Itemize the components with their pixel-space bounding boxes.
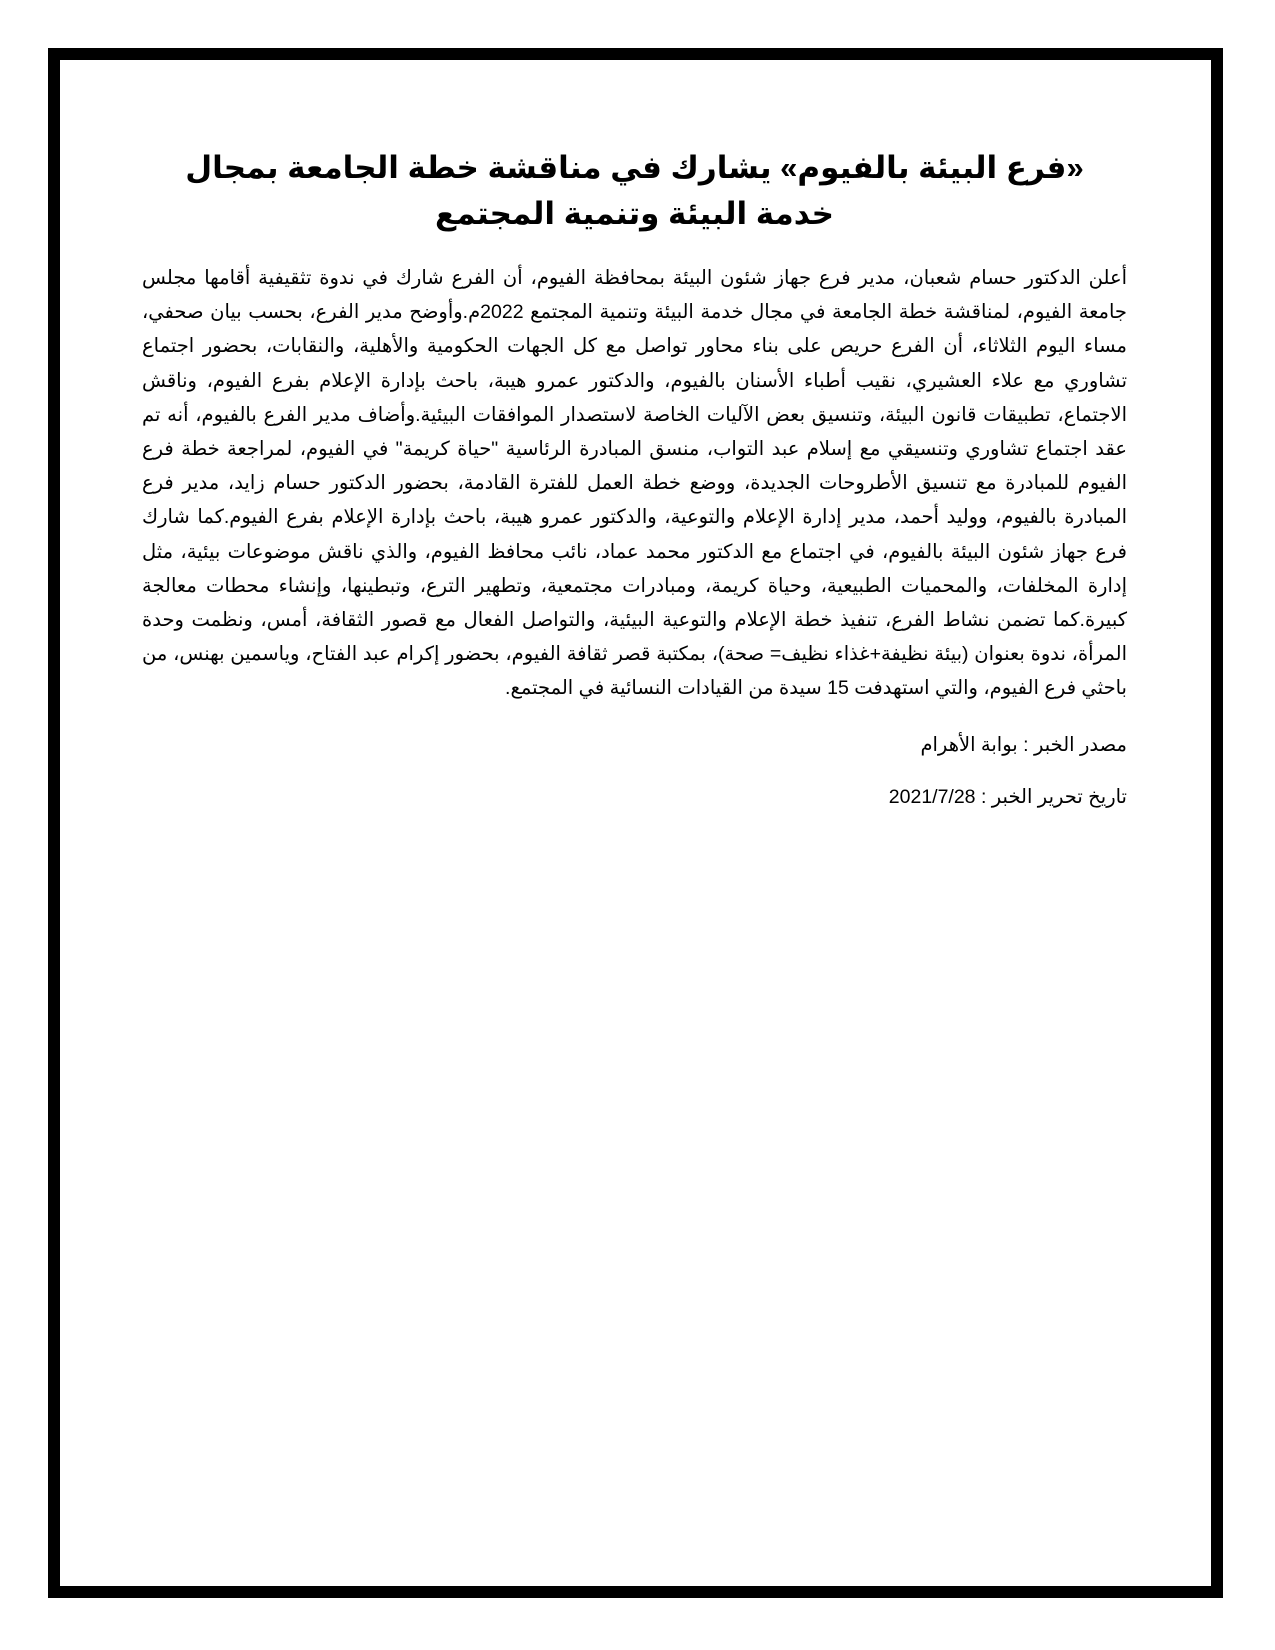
edit-date: تاريخ تحرير الخبر : 2021/7/28 [888,785,1127,808]
article-body: أعلن الدكتور حسام شعبان، مدير فرع جهاز شئون البيئة بمحافظة الفيوم، أن الفرع شارك في ندوة تثقيفية أقامها مجلس جامعة الفيوم، لمناقشة خطة الجامعة في مجال خدمة البيئة وتنمية المجتمع 2022م.وأوضح مدير الفرع، بحسب بيان صحفي، مساء اليوم الثلاثاء، أن الفرع حريص على بناء محاور تواصل مع كل الجهات الحكومية والأهلية، والنقابات، بحضور اجتماع تشاوري مع علاء العشيري، نقيب أطباء الأسنان بالفيوم، والدكتور عمرو هيبة، باحث بإدارة الإعلام بفرع الفيوم، وناقش الاجتماع، تطبيقات قانون البيئة، وتنسيق بعض الآليات الخاصة لاستصدار الموافقات البيئية.وأضاف مدير الفرع بالفيوم، أنه تم عقد اجتماع تشاوري وتنسيقي مع إسلام عبد التواب، منسق المبادرة الرئاسية "حياة كريمة" في الفيوم، لمراجعة خطة فرع الفيوم للمبادرة مع تنسيق الأطروحات الجديدة، ووضع خطة العمل للفترة القادمة، بحضور الدكتور حسام زايد، مدير فرع المبادرة بالفيوم، ووليد أحمد، مدير إدارة الإعلام والتوعية، والدكتور عمرو هيبة، باحث بإدارة الإعلام بفرع الفيوم.كما شارك فرع جهاز شئون البيئة بالفيوم، في اجتماع مع الدكتور محمد عماد، نائب محافظ الفيوم، والذي ناقش موضوعات بيئية، مثل إدارة المخلفات، والمحميات الطبيعية، وحياة كريمة، ومبادرات مجتمعية، وتطهير الترع، وتبطينها، وإنشاء محطات معالجة كبيرة.كما تضمن نشاط الفرع، تنفيذ خطة الإعلام والتوعية البيئية، والتواصل الفعال مع قصور الثقافة، أمس، ونظمت وحدة المرأة، ندوة بعنوان (بيئة نظيفة+غذاء نظيف= صحة)، بمكتبة قصر ثقافة الفيوم، بحضور إكرام عبد الفتاح، وياسمين بهنس، من باحثي فرع الفيوم، والتي استهدفت 15 سيدة من القيادات النسائية في المجتمع. [142,267,1127,700]
news-source: مصدر الخبر : بوابة الأهرام [920,733,1127,756]
article-container [142,145,1127,814]
article-title: «فرع البيئة بالفيوم» يشارك في مناقشة خطة الجامعة بمجال خدمة البيئة وتنمية المجتمع [185,150,1084,231]
